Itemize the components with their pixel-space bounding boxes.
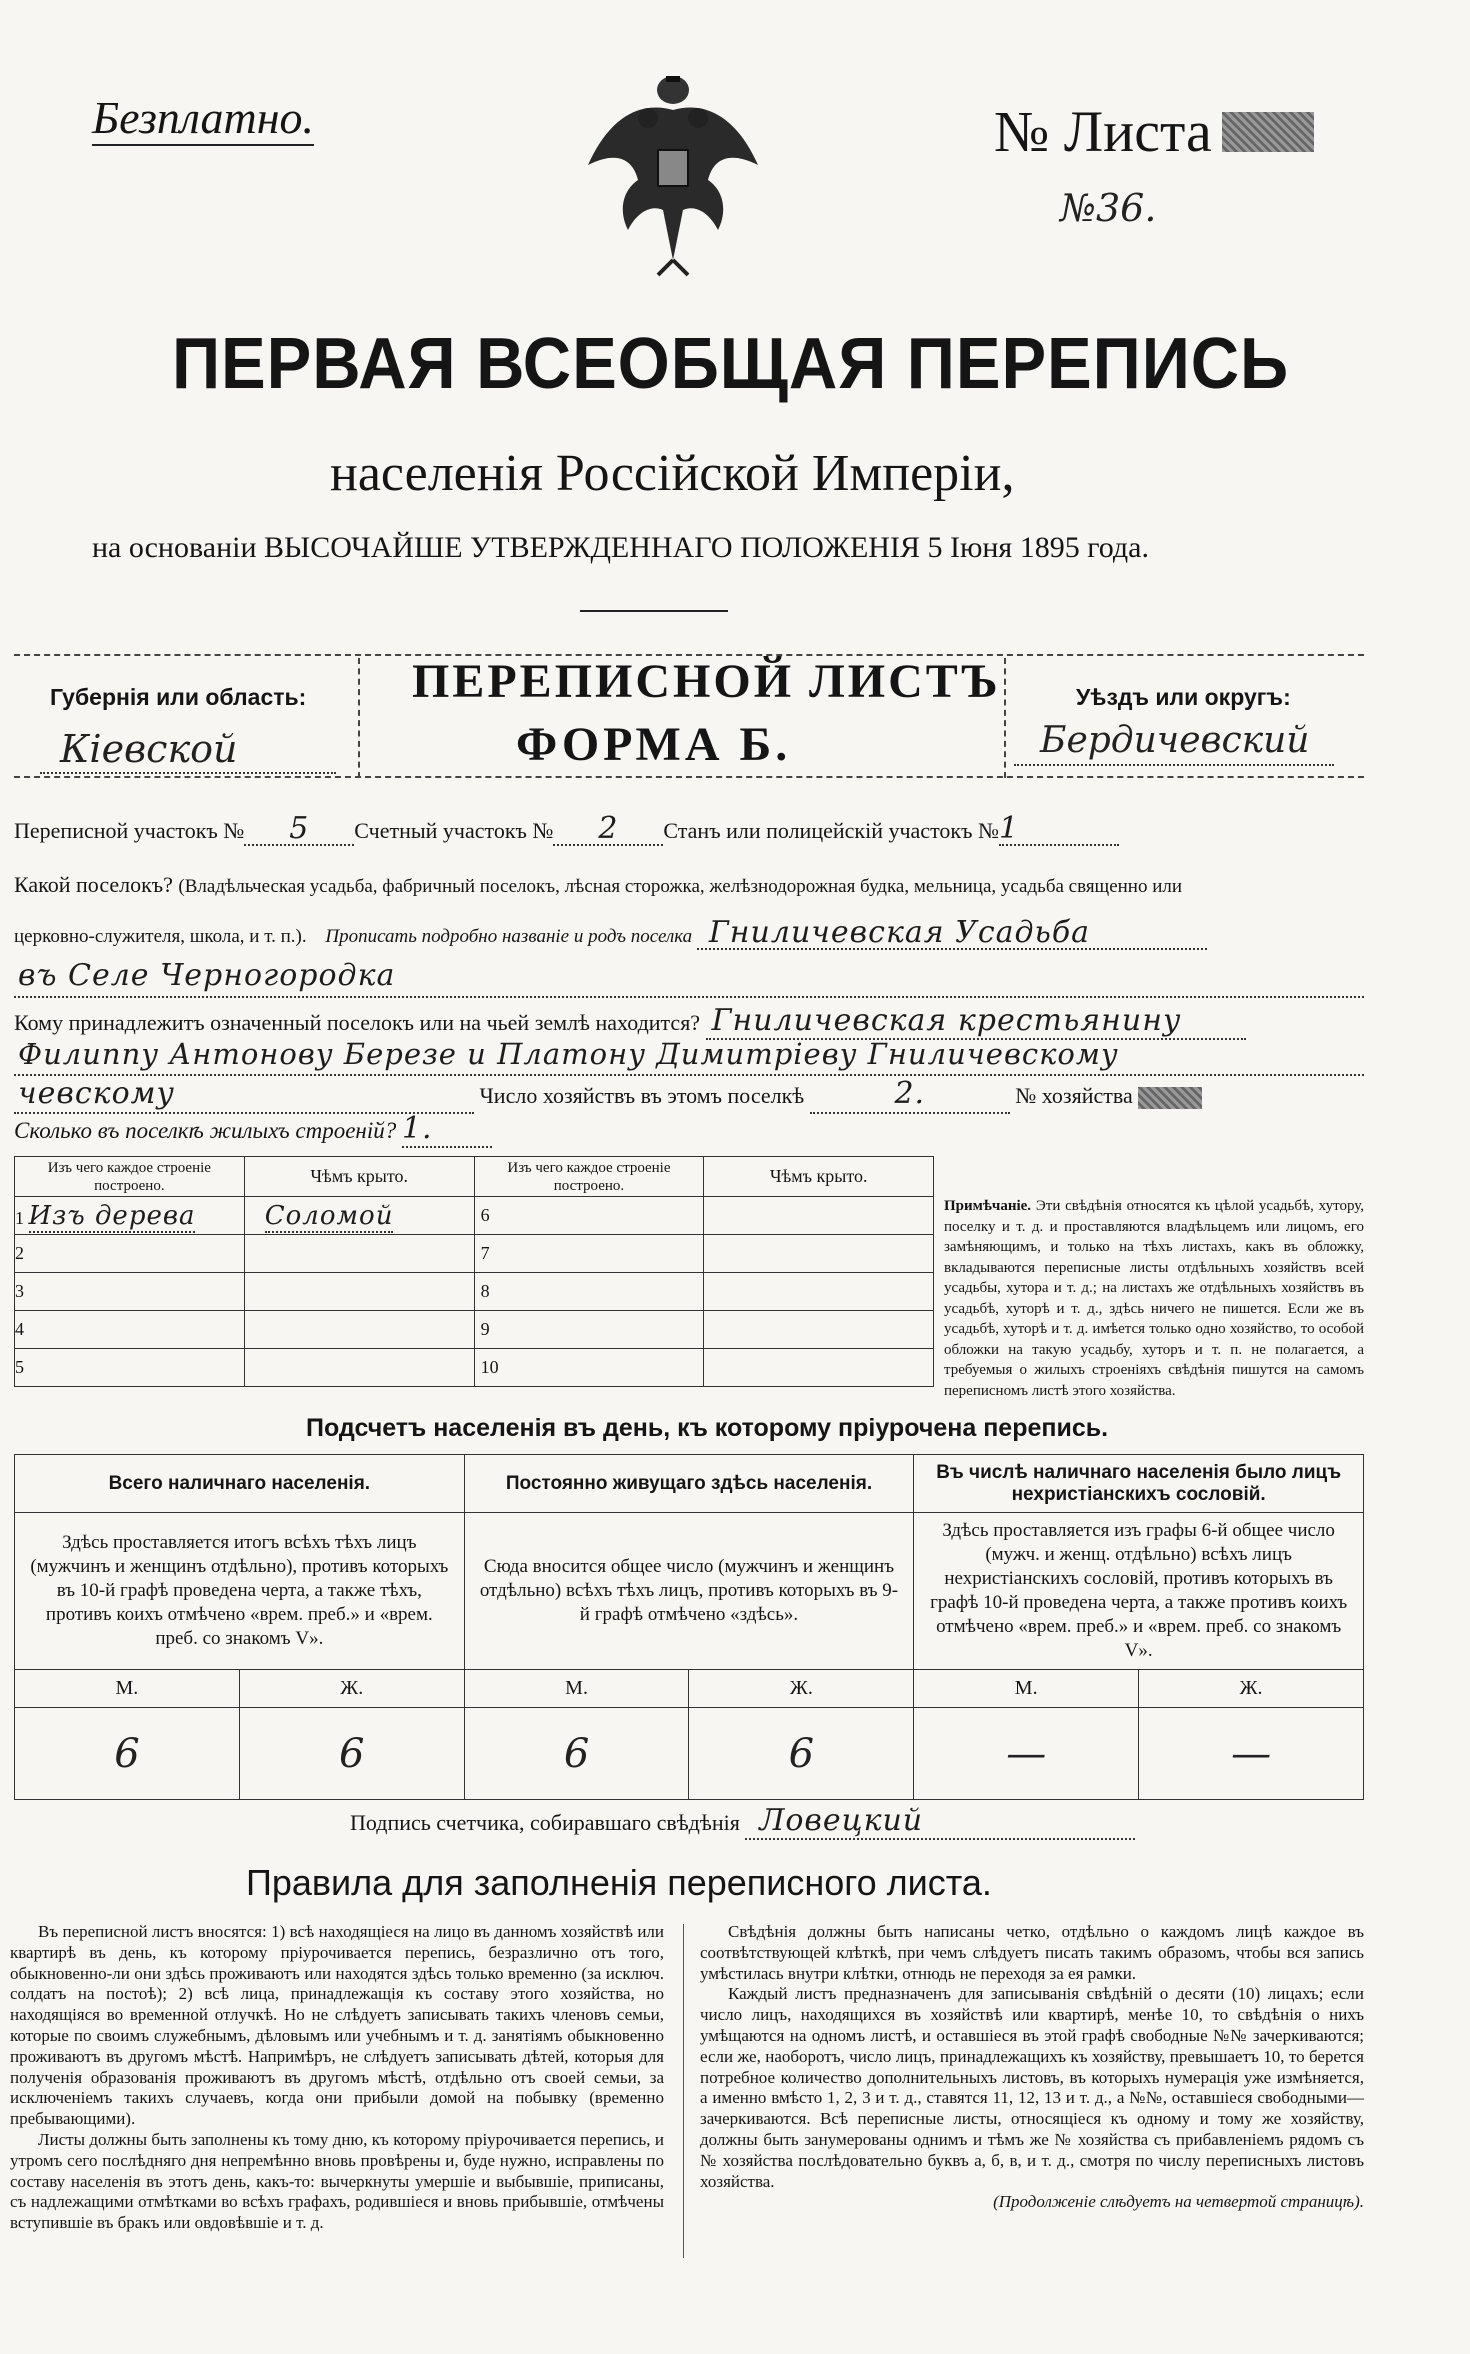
count-value: —	[914, 1708, 1139, 1800]
count-col3-head: Въ числѣ наличнаго населенія было лицъ нехристіанскихъ сословій.	[914, 1455, 1364, 1513]
count-zh-header: Ж.	[689, 1670, 914, 1708]
stan-label: Станъ или полицейскій участокъ №	[663, 818, 999, 843]
poselok-hint: (Владѣльческая усадьба, фабричный поселокъ, лѣсная сторожка, желѣзнодорожная будка, мельница, усадьба священно или	[178, 876, 1183, 897]
signature-value: Ловецкий	[745, 1804, 1135, 1840]
basis-line: на основаніи ВЫСОЧАЙШЕ УТВЕРЖДЕННАГО ПОЛОЖЕНІЯ 5 Іюня 1895 года.	[92, 531, 1149, 564]
count-col2-text: Сюда вносится общее число (мужчинъ и женщинъ отдѣльно) всѣхъ тѣхъ лицъ, противъ которыхъ въ 9-й графѣ отмѣчено «здѣсь».	[464, 1513, 914, 1670]
divider	[580, 610, 728, 612]
rules-column-divider	[683, 1924, 684, 2258]
count-col3-text: Здѣсь проставляется изъ графы 6-й общее число (мужч. и женщ. отдѣльно) всѣхъ лицъ нехристіанскихъ сословій, противъ которыхъ въ графѣ 10-й проведена черта, а также противъ коихъ отмѣчено «врем. преб.» и «врем. преб. со знакомъ V».	[914, 1513, 1364, 1670]
count-title: Подсчетъ населенія въ день, къ которому пріурочена перепись.	[306, 1414, 1109, 1442]
col-roof-left: Чѣмъ крыто.	[244, 1157, 474, 1197]
count-value: 6	[464, 1708, 689, 1800]
row-number: 10	[474, 1349, 704, 1387]
poselok-label: Какой поселокъ?	[14, 872, 173, 897]
row-number: 6	[474, 1197, 704, 1235]
count-zh-header: Ж.	[1139, 1670, 1364, 1708]
count-col2-head: Постоянно живущаго здѣсь населенія.	[464, 1455, 914, 1513]
poselok-instruction: Прописать подробно названіе и родъ поселка	[325, 926, 693, 947]
rules-continued: (Продолженіе слѣдуетъ на четвертой страницѣ).	[993, 2192, 1364, 2212]
rules-left-p2: Листы должны быть заполнены къ тому дню, къ которому пріурочивается перепись, и утромъ сего послѣдняго дня непремѣнно вновь провѣрены и, буде нужно, исправлены по составу населенія въ этотъ день, какъ-то: вычеркнуты умершіе и выбывшіе, приписаны, съ надлежащими отмѣтками во всѣхъ графахъ, родившіеся и вновь прибывшіе, отмѣчены вступившіе въ бракъ или овдовѣвшіе и т. д.	[10, 2129, 664, 2233]
main-title: ПЕРВАЯ ВСЕОБЩАЯ ПЕРЕПИСЬ	[172, 324, 1290, 404]
rules-right-p1: Свѣдѣнія должны быть написаны четко, отдѣльно о каждомъ лицѣ каждое въ соотвѣтствующей клѣткѣ, при чемъ слѣдуетъ писать такимъ образомъ, чтобы вся запись умѣстилась внутри клѣтки, отнюдь не переходя за ея рамки.	[700, 1922, 1364, 1983]
uchastok-line	[14, 811, 1119, 846]
dwellings-label: Сколько въ поселкѣ жилыхъ строеній?	[14, 1118, 397, 1143]
row-number: 4	[15, 1311, 245, 1349]
roof-cell: Соломой	[264, 1200, 394, 1231]
col-roof-right: Чѣмъ крыто.	[704, 1157, 934, 1197]
row-number: 2	[15, 1235, 245, 1273]
gubernia-label: Губернія или область:	[50, 684, 307, 710]
gubernia-value: Кіевской	[40, 726, 336, 774]
dwellings-value: 1.	[402, 1112, 492, 1148]
rules-left-p1: Въ переписной листъ вносятся: 1) всѣ находящіеся на лицо въ данномъ хозяйствѣ или квартирѣ въ день, къ которому пріурочивается перепись, безразлично отъ того, обыкновенно-ли они здѣсь проживаютъ или находятся здѣсь только временно (за исключ. солдатъ на постоѣ); 2) всѣ лица, принадлежащія къ составу этого хозяйства, но находящіяся во временной отлучкѣ. Но не слѣдуетъ записывать такихъ членовъ семьи, которые по своимъ служебнымъ, дѣловымъ или учебнымъ и т. д. занятіямъ обыкновенно проживаютъ въ другомъ мѣстѣ. Напримѣръ, не слѣдуетъ записывать дѣтей, которыя для полученія образованія проживаютъ въ другомъ мѣстѣ, отдѣльно отъ своей семьи, за исключеніемъ такихъ случаевъ, когда они прибыли домой на побывку (временно пребывающими).	[10, 1922, 664, 2129]
form-bottom-rule	[14, 776, 1364, 778]
rules-left-column	[10, 1922, 664, 2234]
sheet-number-handwritten: №36.	[1060, 186, 1157, 230]
count-m-header: М.	[914, 1670, 1139, 1708]
owner-label: Кому принадлежитъ означенный поселокъ или на чьей землѣ находится?	[14, 1010, 701, 1035]
count-col1-text: Здѣсь проставляется итогъ всѣхъ тѣхъ лицъ (мужчинъ и женщинъ отдѣльно), противъ которыхъ въ 10-й графѣ проведена черта, а также тѣхъ, противъ коихъ отмѣчено «врем. преб.» и «врем. преб. со знакомъ V».	[15, 1513, 465, 1670]
households-label: Число хозяйствъ въ этомъ поселкѣ	[479, 1083, 805, 1108]
row-number: 3	[15, 1273, 245, 1311]
rules-title: Правила для заполненія переписного листа.	[246, 1862, 992, 1903]
note-head: Примѣчаніе.	[944, 1198, 1032, 1214]
households-line	[14, 1076, 1364, 1114]
poselok-value1: Гниличевская Усадьба	[697, 918, 1207, 950]
table-row	[15, 1273, 934, 1311]
note	[944, 1196, 1364, 1401]
count-value: 6	[15, 1708, 240, 1800]
poselok-value2: въ Селе Черногородка	[14, 956, 1364, 998]
owner-value2: Филиппу Антонову Березе и Платону Димитріеву Гниличевскому	[14, 1034, 1364, 1076]
count-zh-header: Ж.	[239, 1670, 464, 1708]
household-no-blot	[1138, 1087, 1202, 1109]
row-number: 8	[474, 1273, 704, 1311]
form-left-rule	[358, 658, 360, 778]
signature-line	[350, 1804, 1135, 1840]
table-row	[15, 1311, 934, 1349]
schetny-value: 2	[553, 814, 663, 846]
poselok-hint2: церковно-служителя, школа, и т. п.).	[14, 926, 307, 947]
uchastok-label: Переписной участокъ №	[14, 818, 245, 843]
form-name: ФОРМА Б.	[516, 718, 792, 771]
poselok-line2	[14, 915, 1207, 952]
schetny-label: Счетный участокъ №	[354, 818, 554, 843]
row-number: 7	[474, 1235, 704, 1273]
row-number: 5	[15, 1349, 245, 1387]
sheet-title: ПЕРЕПИСНОЙ ЛИСТЪ	[412, 655, 1001, 708]
free-label: Безплатно.	[92, 92, 314, 146]
uchastok-value: 5	[244, 814, 354, 846]
form-right-rule	[1004, 658, 1006, 778]
owner-value3: чевскому	[14, 1076, 474, 1114]
material-cell: Изъ дерева	[28, 1200, 196, 1231]
sheet-number-blot	[1222, 112, 1314, 152]
count-value: 6	[239, 1708, 464, 1800]
household-no-label: № хозяйства	[1015, 1083, 1133, 1108]
table-row	[15, 1197, 934, 1235]
col-material-right: Изъ чего каждое строеніе построено.	[474, 1157, 704, 1197]
households-value: 2.	[810, 1076, 1010, 1114]
count-col1-head: Всего наличнаго населенія.	[15, 1455, 465, 1513]
uezd-value: Бердичевский	[1014, 718, 1334, 766]
signature-label: Подпись счетчика, собиравшаго свѣдѣнія	[350, 1810, 740, 1835]
count-table	[14, 1454, 1364, 1800]
uezd-label: Уѣздъ или округъ:	[1076, 684, 1291, 710]
note-text: Эти свѣдѣнія относятся къ цѣлой усадьбѣ, хутору, поселку и т. д. и проставляются владѣльцемъ или лицомъ, его замѣняющимъ, и только на тѣхъ листахъ, какъ въ обложку, вкладываются переписные листы отдѣльныхъ хозяйствъ всей усадьбы, хутора и т. д.; на листахъ же отдѣльныхъ хозяйствъ въ усадьбѣ, хуторѣ и т. д., здѣсь ничего не пишется. Если же въ усадьбѣ, хуторѣ и т. д. имѣется только одно хозяйство, то особой обложки на такую усадьбу, хуторъ и т. п. не полагается, а требуемыя о жилыхъ строеніяхъ свѣдѣнія пишутся на самомъ переписномъ листѣ этого хозяйства.	[944, 1198, 1365, 1399]
col-material-left: Изъ чего каждое строеніе построено.	[15, 1157, 245, 1197]
count-m-header: М.	[464, 1670, 689, 1708]
stan-value: 1	[999, 814, 1119, 846]
poselok-line	[14, 870, 1364, 900]
coat-of-arms-icon	[578, 70, 768, 280]
row-number: 9	[474, 1311, 704, 1349]
subtitle: населенія Россійской Имперіи,	[330, 445, 1015, 502]
count-m-header: М.	[15, 1670, 240, 1708]
count-value: 6	[689, 1708, 914, 1800]
owner-value1: Гниличевская крестьянину	[706, 1004, 1246, 1040]
count-value: —	[1139, 1708, 1364, 1800]
sheet-number-label: № Листа	[994, 99, 1212, 164]
table-row	[15, 1349, 934, 1387]
dwellings-line	[14, 1112, 492, 1148]
rules-right-column	[700, 1922, 1364, 2213]
buildings-table	[14, 1156, 934, 1387]
row-number: 1	[15, 1207, 24, 1228]
rules-right-p2: Каждый листъ предназначенъ для записыванія свѣдѣній о десяти (10) лицахъ; если число лицъ, находящихся въ хозяйствѣ или квартирѣ, менѣе 10, то свѣдѣнія о нихъ умѣщаются на одномъ листѣ, и оставшіеся въ этой графѣ свободные №№ зачеркиваются; если же, наоборотъ, число лицъ, принадлежащихъ къ хозяйству, превышаетъ 10, то берется потребное количество дополнительныхъ листовъ, въ которыхъ нумерація уже измѣняется, а именно вмѣсто 1, 2, 3 и т. д., ставятся 11, 12, 13 и т. д., а №№, оставшіеся свободными—зачеркиваются. Всѣ переписные листы, относящіеся къ одному и тому же хозяйству, должны быть занумерованы однимъ и тѣмъ же № хозяйства съ прибавленіемъ рядомъ съ № хозяйства послѣдовательно буквъ а, б, в, и т. д., смотря по числу переписныхъ листовъ хозяйства.	[700, 1984, 1364, 2191]
table-row	[15, 1235, 934, 1273]
